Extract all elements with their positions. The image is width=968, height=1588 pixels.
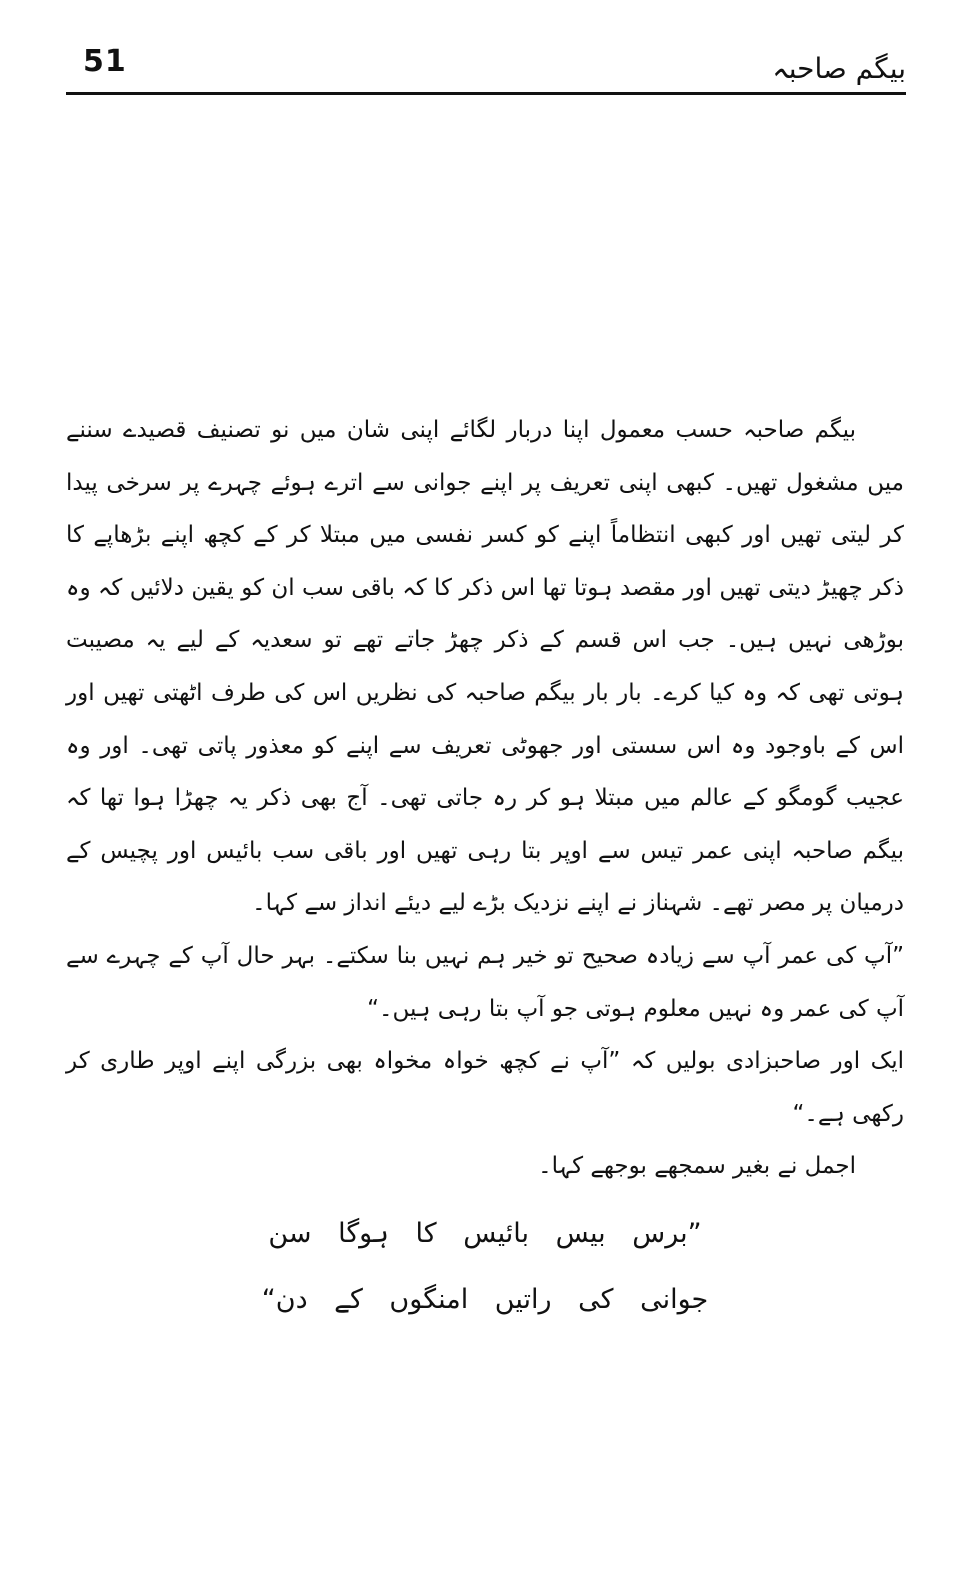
paragraph-4: اجمل نے بغیر سمجھے بوجھے کہا۔ [538, 1153, 856, 1180]
verse-line-1: ”برس بیس بائیس کا ہوگا سن [268, 1217, 702, 1249]
paragraph-2: ”آپ کی عمر آپ سے زیادہ صحیح تو خیر ہم نہیں بنا سکتے۔ بہر حال آپ کے چہرے سے آپ کی عمر وہ نہیں معلوم ہوتی جو آپ بتا رہی ہیں۔“ [66, 942, 904, 1022]
page-number: 51 [83, 44, 127, 79]
running-title: بیگم صاحبہ [772, 52, 906, 85]
paragraph-3: ایک اور صاحبزادی بولیں کہ ”آپ نے کچھ خواہ مخواہ بھی بزرگی اپنے اوپر طاری کر رکھی ہے۔“ [66, 1048, 904, 1127]
verse-block [66, 1201, 904, 1333]
header-divider [66, 92, 906, 95]
verse-line-2: جوانی کی راتیں امنگوں کے دن“ [261, 1283, 709, 1315]
body-text [66, 404, 904, 1333]
paragraph-1: بیگم صاحبہ حسب معمول اپنا دربار لگائے اپنی شان میں نو تصنیف قصیدے سننے میں مشغول تھیں۔ کبھی اپنی تعریف پر اپنے جوانی سے اترے ہوئے چہرے پر سرخی پیدا کر لیتی تھیں اور کبھی انتظاماً اپنے کو کسر نفسی میں مبتلا کر کے کچھ اپنے بڑھاپے کا ذکر چھیڑ دیتی تھیں اور مقصد ہوتا تھا اس ذکر کا کہ باقی سب ان کو یقین دلائیں کہ وہ بوڑھی نہیں ہیں۔ جب اس قسم کے ذکر چھڑ جاتے تھے تو سعدیہ کے لیے یہ مصیبت ہوتی تھی کہ وہ کیا کرے۔ بار بار بیگم صاحبہ کی نظریں اس کی طرف اٹھتی تھیں اور اس کے باوجود وہ اس سستی اور جھوٹی تعریف سے اپنے کو معذور پاتی تھی۔ اور وہ عجیب گومگو کے عالم میں مبتلا ہو کر رہ جاتی تھی۔ آج بھی ذکر یہ چھڑا ہوا تھا کہ بیگم صاحبہ اپنی عمر تیس سے اوپر بتا رہی تھیں اور باقی سب بائیس اور پچیس کے درمیان پر مصر تھے۔ شہناز نے اپنے نزدیک بڑے لیے دیئے انداز سے کہا۔ [66, 417, 904, 917]
